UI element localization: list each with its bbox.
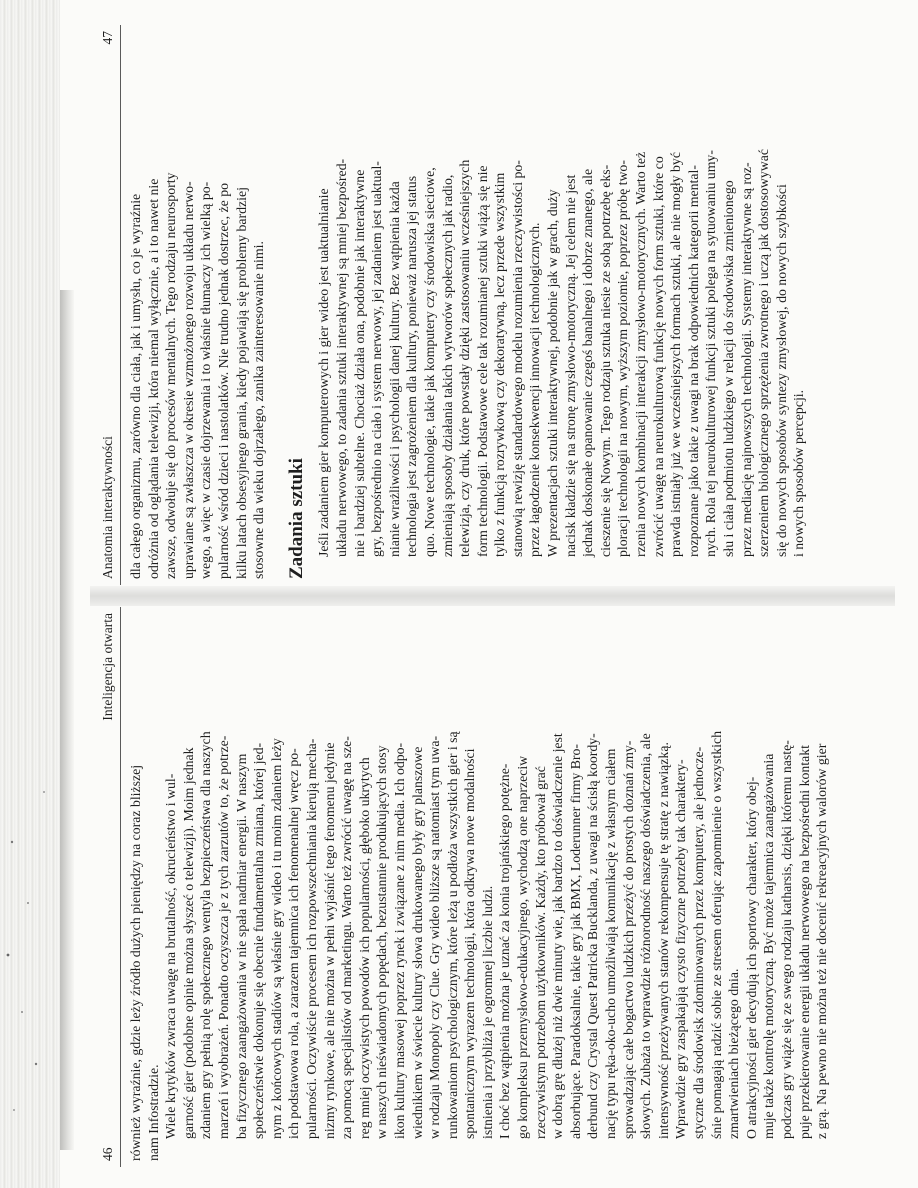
text-line: jednak doskonałe opanowanie czegoś banalnego i dobrze znanego, ale [580, 168, 596, 557]
right-body-text [121, 25, 808, 585]
paragraph [315, 31, 544, 579]
text-line: istnienia i przybliża je ogromnej liczbie ludzi. [479, 885, 495, 1139]
text-line: za pomocą specjalistów od marketingu. Warto też zwrócić uwagę na sze- [339, 736, 355, 1139]
text-line: nianie wrażliwości i psychologii danej kultury. Bez wątpienia każda [386, 181, 402, 557]
text-line: z grą. Na pewno nie można też nie docenić rekreacyjnych walorów gier [814, 743, 830, 1139]
text-line: nację typu ręka-oko-ucho umożliwiają komunikację z własnym ciałem [603, 748, 619, 1139]
page-gutter [90, 586, 895, 606]
text-line: form technologii. Podstawowe cele tak rozumianej sztuki wiążą się nie [474, 165, 490, 557]
text-line: pularności. Oczywiście procesem ich rozpowszechniania kierują mecha- [303, 738, 319, 1139]
left-page-number: 46 [100, 1147, 115, 1161]
text-line: go kompleksu przemysłowo-edukacyjnego, wychodzą one naprzeciw [515, 755, 531, 1139]
text-line: ploracji technologii na nowym, wyższym poziomie, poprzez próbę two- [615, 160, 631, 557]
text-line: słu i ciała podmiotu ludzkiego w relacji do środowiska zmienionego [721, 180, 736, 557]
text-line: spontanicznym wyrazem technologii, która odkrywa nowe modalności [462, 748, 478, 1139]
text-line: derbund czy Crystal Quest Patricka Bucklanda, z uwagi na ścisłą koordy- [585, 733, 601, 1139]
text-line: I choć bez wątpienia można je uznać za konia trojańskiego potężne- [497, 763, 513, 1139]
paragraph [544, 31, 808, 579]
text-line: O atrakcyjności gier decydują ich sportowy charakter, który obej- [743, 776, 759, 1139]
text-line: podczas gry wiąże się ze swego rodzaju katharsis, dzięki któremu nastę- [778, 740, 794, 1139]
text-line: szerzeniem biologicznego sprzężenia zwrotnego i uczą jak dostosowywać [756, 149, 772, 557]
text-line: rozpoznane jako takie z uwagi na brak odpowiednich kategorii mental- [685, 165, 701, 557]
right-running-title: Anatomia interaktywności [100, 436, 115, 579]
text-line: się do nowych sposobów syntezy zmysłowej, do nowych szybkości [773, 184, 789, 557]
left-running-title: Inteligencja otwarta [100, 613, 115, 721]
text-line: reg mniej oczywistych powodów ich popularności, głęboko ukrytych [356, 757, 372, 1139]
text-line: kilku latach obsesyjnego grania, kiedy pojawiają się problemy bardziej [233, 187, 249, 579]
text-line: nych. Rola tej neurokulturowej funkcji sztuki polega na sytuowaniu umy- [703, 150, 719, 557]
text-line: ich podstawowa rola, a zarazem tajemnica ich fenomenalnej wręcz po- [286, 748, 302, 1139]
paragraph [496, 613, 742, 1161]
text-line: układu nerwowego, to zadania sztuki interaktywnej są mniej bezpośred- [333, 158, 349, 557]
scan-noise [0, 0, 60, 1188]
right-running-head [90, 25, 121, 585]
text-line: odróżnia od oglądania telewizji, która niemal wyłącznie, a i to nawet nie [145, 178, 161, 579]
text-line: stanowią rewizję standardowego modelu rozumienia rzeczywistości po- [509, 160, 525, 557]
text-line: intensywność przeżywanych stanów rekompensuje tę stratę z nawiązką. [655, 742, 671, 1139]
text-line: stosowne dla wieku dojrzałego, zanika zainteresowanie nimi. [251, 241, 267, 579]
text-line: muje także kontrolę motoryczną. Być może tajemnica zaangażowania [761, 753, 777, 1139]
text-line: nie i bardziej subtelne. Chociaż działa ona, podobnie jak interaktywne [351, 169, 367, 557]
text-line: wiednikiem w świecie kultury słowa drukowanego były gry planszowe [409, 746, 425, 1139]
text-line: rzeczywistym potrzebom użytkowników. Każdy, kto próbował grać [532, 766, 548, 1139]
text-line: absorbujące. Paradoksalnie, takie gry jak BMX, Loderunner firmy Bro- [567, 743, 583, 1139]
paragraph [162, 613, 496, 1161]
text-line: śnie pomagają radzić sobie ze stresem oferując zapomnienie o wszystkich [708, 731, 724, 1139]
text-line: zdaniem gry pełnią rolę społecznego wentyla bezpieczeństwa dla naszych [198, 731, 214, 1139]
text-line: Jeśli zadaniem gier komputerowych i gier wideo jest uaktualnianie [316, 188, 332, 557]
text-line: quo. Nowe technologie, takie jak komputery czy środowiska sieciowe, [421, 167, 437, 557]
text-line: nym z końcowych stadiów są właśnie gry wideo i tu moim zdaniem leży [268, 738, 284, 1139]
text-line: zmieniają sposoby działania takich wytworów społecznych jak radio, [439, 174, 455, 557]
right-page-number: 47 [100, 31, 115, 45]
text-line: wego, a więc w czasie dojrzewania i to właśnie tłumaczy ich wielką po- [198, 181, 214, 579]
text-line: słowych. Zubaża to wprawdzie różnorodność naszego doświadczenia, ale [638, 733, 654, 1139]
text-line: prawda istniały już we wcześniejszych formach sztuki, ale nie mogły być [668, 152, 684, 557]
text-line: styczne dla środowisk zdominowanych przez komputery, ale jednocze- [691, 746, 706, 1139]
right-page [90, 25, 895, 585]
text-line: w rodzaju Monopoly czy Clue. Gry wideo bliższe są natomiast tym uwa- [427, 735, 443, 1139]
book-spread [90, 7, 895, 1167]
text-line: gry, bezpośrednio na ciało i system nerwowy, jej zadaniem jest uaktual- [369, 161, 385, 557]
left-page [90, 607, 895, 1167]
text-line: nizmy rynkowe, ale nie można w pełni wyjaśnić tego fenomenu jedynie [321, 742, 337, 1139]
text-line: ikon kultury masowej poprzez rynek i związane z nim media. Ich odpo- [391, 742, 407, 1139]
text-line: uprawiane są zwłaszcza w okresie wzmożonego rozwoju układu nerwo- [180, 181, 196, 579]
text-line: zawsze, odwołuje się do procesów mentalnych. Tego rodzaju neurosporty [163, 172, 179, 579]
left-running-head [90, 607, 121, 1167]
text-line: rzenia nowych kombinacji interakcji zmysłowo-motorycznych. Warto też [633, 151, 649, 557]
text-line: pularność wśród dzieci i nastolatków. Nie trudno jednak dostrzec, że po [215, 182, 231, 579]
text-line: runkowaniom psychologicznym, które leżą u podłoża wszystkich gier i są [444, 731, 460, 1139]
text-line: cieszenie się Nowym. Tego rodzaju sztuka niesie ze sobą potrzebę eks- [597, 164, 613, 557]
text-line: przez mediację najnowszych technologii. Systemy interaktywne są roz- [738, 162, 754, 557]
text-line: tylko z funkcją rozrywkową czy dekoratywną, lecz przede wszystkim [492, 172, 508, 557]
text-line: Wiele krytyków zwraca uwagę na brutalność, okrucieństwo i wul- [163, 773, 179, 1139]
text-line: i nowych sposobów percepcji. [791, 389, 807, 557]
text-line: garność gier (podobne opinie można słyszeć o telewizji). Moim jednak [180, 747, 196, 1139]
text-line: W prezentacjach sztuki interaktywnej, podobnie jak w grach, duży [545, 189, 561, 557]
right-intro-paragraph [127, 31, 268, 579]
right-section-paragraphs [315, 31, 808, 579]
text-line: nam Infostradzie. [145, 1064, 161, 1161]
text-line: dla całego organizmu, zarówno dla ciała, jak i umysłu, co je wyraźnie [128, 193, 143, 579]
text-line: technologia jest zagrożeniem dla kultury, ponieważ narusza jej status [404, 175, 420, 557]
left-body-text [121, 607, 831, 1167]
text-line: ba fizycznego zaangażowania w nie spała nadmiar energii. W naszym [233, 753, 249, 1139]
text-line: również wyraźnie, gdzie leży źródło dużych pieniędzy na coraz bliższej [128, 764, 143, 1161]
binding-shadow [60, 290, 74, 1150]
text-line: przez łagodzenie konsekwencji innowacji technologicznych. [527, 222, 543, 557]
text-line: społeczeństwie dokonuje się obecnie fundamentalna zmiana, której jed- [251, 742, 267, 1139]
text-line: zwrócić uwagę na neurokulturową funkcję nowych form sztuki, które co [650, 156, 666, 557]
text-line: marzeń i wyobrażeń. Ponadto oczyszcza je z tych zarzutów to, że potrze- [215, 735, 231, 1139]
text-line: w naszych nieświadomych popędach, bezustannie produkujących stosy [374, 745, 390, 1139]
section-heading: Zadania sztuki [285, 458, 307, 579]
text-line: zmartwieniach bieżącego dnia. [726, 968, 742, 1139]
text-line: sprowadzając całe bogactwo ludzkich przeżyć do prostych doznań zmy- [620, 740, 636, 1139]
paragraph [743, 613, 831, 1161]
text-line: w dobrą grę dłużej niż dwie minuty wie, jak bardzo to doświadczenie jest [550, 733, 566, 1139]
text-line: puje przekierowanie energii układu nerwowego na bezpośredni kontakt [796, 745, 812, 1139]
text-line: telewizja, czy druk, które powstały dzięki zastosowaniu wcześniejszych [457, 159, 473, 557]
text-line: Wprawdzie gry zaspakajają czysto fizyczne potrzeby tak charaktery- [673, 759, 689, 1139]
text-line: nacisk kładzie się na stronę zmysłowo-motoryczną. Jej celem nie jest [562, 174, 578, 557]
paragraph [127, 613, 162, 1161]
